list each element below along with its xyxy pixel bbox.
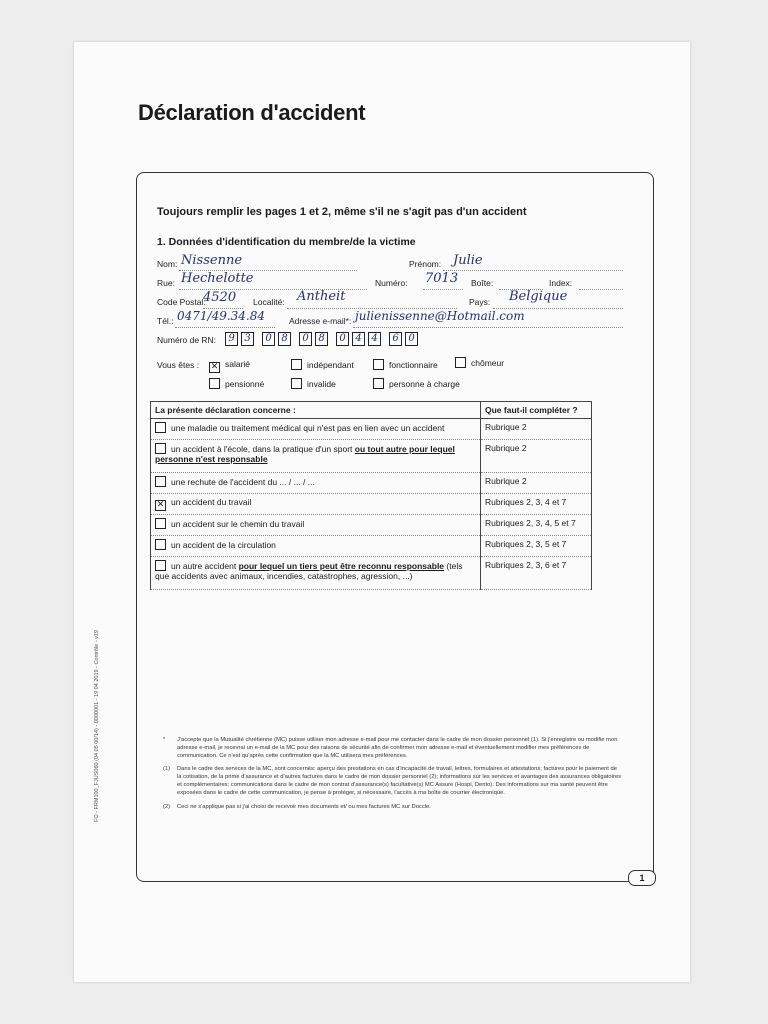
rn-digit: 0 (299, 332, 312, 346)
footnote: (1) Dans le cadre des services de la MC, sont concernés: aperçu des prestations en cas d'incapacité de travail, lettres, formulaires et attestations; factures pour le paiement de la cotisation, de la prime d'assurance et d'autres factures dans le cadre de mon dossier personnel (2); informations sur les services et avantages des assurances obligatoires et complémentaires; communications dans le cadre de mon contrat d'assurance(s) facultative(s) MC Assure (Hospi, Dento). Des informations sur ma santé peuvent être exposées dans le cadre de cette communication, je pense à protéger, si nécessaire, l'accès à ma boîte de courrier électronique. (163, 766, 621, 796)
rn-digit: 0 (336, 332, 349, 346)
intro-instruction: Toujours remplir les pages 1 et 2, même s'il ne s'agit pas d'un accident (157, 206, 527, 218)
rn-field[interactable] (225, 332, 421, 346)
checkbox-icon (455, 357, 466, 368)
status-option-independant[interactable]: indépendant (291, 359, 354, 370)
checkbox-icon (155, 476, 166, 487)
code-postal-label: Code Postal: (157, 297, 206, 307)
table-row (151, 515, 592, 536)
form-page (74, 42, 690, 982)
table-row (151, 557, 592, 590)
rubrique-cell: Rubrique 2 (481, 419, 592, 440)
status-option-invalide[interactable]: invalide (291, 378, 336, 389)
concern-option-rechute[interactable]: une rechute de l'accident du ... / ... / ... (151, 473, 481, 494)
checkbox-icon (155, 518, 166, 529)
concern-option-accident-travail[interactable]: ✕ un accident du travail (151, 494, 481, 515)
footnote: (2) Ceci ne s'applique pas si j'ai choisi de recevoir mes documents et/ ou mes factures MC sur Doccle. (163, 803, 431, 810)
rn-digit: 6 (389, 332, 402, 346)
email-field[interactable]: julienissenne@Hotmail.com (355, 309, 525, 323)
checkbox-icon (155, 443, 166, 454)
localite-field[interactable]: Antheit (297, 289, 346, 304)
form-frame (136, 172, 654, 882)
checkbox-icon (155, 422, 166, 433)
email-label: Adresse e-mail*: (289, 316, 352, 326)
checkbox-icon (291, 378, 302, 389)
pays-label: Pays: (469, 297, 491, 307)
concern-option-circulation[interactable]: un accident de la circulation (151, 536, 481, 557)
checkbox-icon (155, 560, 166, 571)
rue-label: Rue: (157, 278, 175, 288)
rn-digit: 8 (315, 332, 328, 346)
numero-line (423, 289, 463, 290)
rubrique-cell: Rubriques 2, 3, 4 et 7 (481, 494, 592, 515)
nom-label: Nom: (157, 259, 178, 269)
rn-digit: 0 (405, 332, 418, 346)
concern-option-chemin-travail[interactable]: un accident sur le chemin du travail (151, 515, 481, 536)
tel-label: Tél.: (157, 316, 174, 326)
rubrique-cell: Rubriques 2, 3, 4, 5 et 7 (481, 515, 592, 536)
rubrique-cell: Rubriques 2, 3, 5 et 7 (481, 536, 592, 557)
prenom-field[interactable]: Julie (453, 253, 483, 268)
checkbox-icon (373, 378, 384, 389)
rn-digit: 9 (225, 332, 238, 346)
tel-line (175, 327, 275, 328)
section-1-title: 1. Données d'identification du membre/de la victime (157, 236, 416, 248)
tel-field[interactable]: 0471/49.34.84 (177, 309, 266, 323)
rue-field[interactable]: Hechelotte (181, 271, 254, 286)
checkbox-icon: ✕ (156, 500, 165, 510)
rn-digit: 4 (352, 332, 365, 346)
rn-digit: 3 (241, 332, 254, 346)
index-line (579, 289, 623, 290)
table-row (151, 473, 592, 494)
concern-table (150, 401, 592, 590)
footnotes (163, 737, 623, 818)
form-reference-code: FO - FRM100_FJUS060 (04 05 00/14) - 0000001 - 19 04 2019 - Contrôle - v19 (94, 630, 100, 822)
boite-label: Boîte: (471, 278, 494, 288)
rubrique-cell: Rubrique 2 (481, 440, 592, 473)
table-row (151, 419, 592, 440)
table-row (151, 440, 592, 473)
numero-field[interactable]: 7013 (425, 271, 459, 286)
page-title: Déclaration d'accident (138, 100, 366, 125)
checkbox-icon: ✕ (210, 362, 219, 372)
rubrique-header: Que faut-il compléter ? (481, 402, 592, 419)
index-label: Index: (549, 278, 573, 288)
rn-digit: 4 (368, 332, 381, 346)
footnote: * J'accepte que la Mutualité chrétienne (MC) puisse utiliser mon adresse e-mail pour me contacter dans le cadre de mon dossier personnel (1). Si j'enregistre ou modifie mon adresse e-mail, je recevrai un e-mail de la MC pour des raisons de sécurité afin de confirmer mon adresse e-mail et éventuellement modifier mes préférences de communication. Ce n'est qu'après cette confirmation que la MC utilisera mes préférences. (163, 737, 618, 759)
table-row (151, 494, 592, 515)
localite-label: Localité: (253, 297, 285, 307)
page-number: 1 (628, 870, 656, 886)
checkbox-icon (373, 359, 384, 370)
prenom-line (443, 270, 623, 271)
status-label: Vous êtes : (157, 360, 200, 370)
rubrique-cell: Rubriques 2, 3, 6 et 7 (481, 557, 592, 590)
status-option-salarie[interactable]: ✕ salarié (210, 359, 251, 372)
status-option-chomeur[interactable]: chômeur (455, 357, 504, 368)
checkbox-icon (209, 378, 220, 389)
prenom-label: Prénom: (409, 259, 442, 269)
email-line (353, 327, 623, 328)
concern-option-autre-accident[interactable]: un autre accident pour lequel un tiers peut être reconnu responsable (tels que accidents avec animaux, incendies, catastrophes, agression, ...) (151, 557, 481, 590)
checkbox-icon (291, 359, 302, 370)
pays-field[interactable]: Belgique (509, 289, 568, 304)
numero-label: Numéro: (375, 278, 408, 288)
code-postal-field[interactable]: 4520 (203, 290, 237, 305)
concern-option-ecole-sport[interactable]: un accident à l'école, dans la pratique d'un sport ou tout autre pour lequel personne n'est responsable (151, 440, 481, 473)
status-option-pensionne[interactable]: pensionné (209, 378, 264, 389)
rn-digit: 8 (278, 332, 291, 346)
concern-header: La présente déclaration concerne : (151, 402, 481, 419)
nom-field[interactable]: Nissenne (181, 253, 243, 268)
rn-digit: 0 (262, 332, 275, 346)
rn-label: Numéro de RN: (157, 335, 217, 345)
status-option-personne-a-charge[interactable]: personne à charge (373, 378, 460, 389)
table-row (151, 536, 592, 557)
rubrique-cell: Rubrique 2 (481, 473, 592, 494)
checkbox-icon (155, 539, 166, 550)
concern-option-maladie[interactable]: une maladie ou traitement médical qui n'est pas en lien avec un accident (151, 419, 481, 440)
status-option-fonctionnaire[interactable]: fonctionnaire (373, 359, 438, 370)
